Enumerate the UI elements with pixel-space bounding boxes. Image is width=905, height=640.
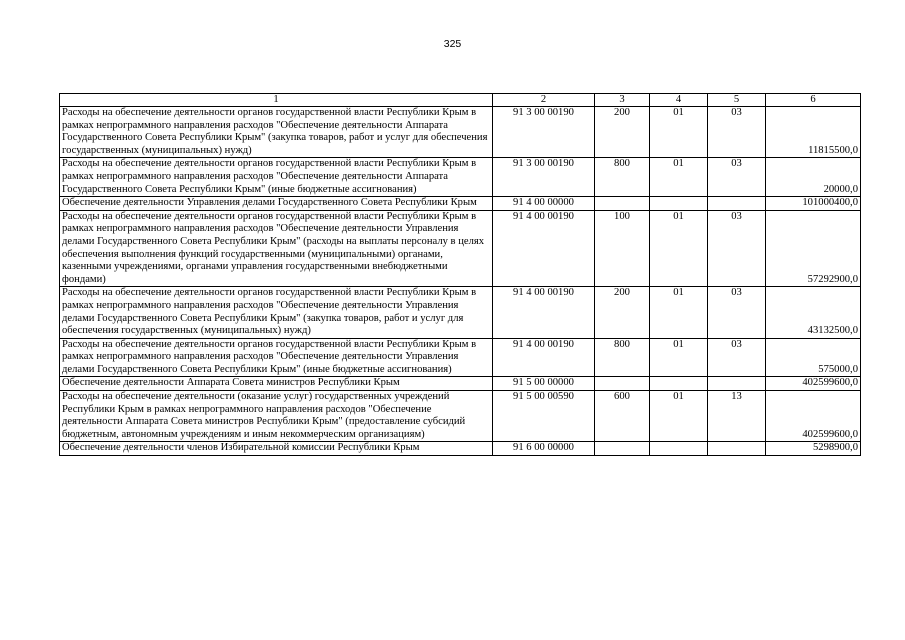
page-number: 325 bbox=[443, 38, 462, 50]
row-amount: 402599600,0 bbox=[766, 377, 861, 391]
header-cell-3: 3 bbox=[595, 94, 650, 107]
table-row bbox=[60, 158, 861, 197]
row-subsection bbox=[708, 197, 766, 211]
row-expense-type: 800 bbox=[595, 158, 650, 197]
row-section: 01 bbox=[650, 158, 708, 197]
row-description: Расходы на обеспечение деятельности органов государственной власти Республики Крым в рамках непрограммного направления расходов "Обеспечение деятельности Аппарата Государственного Совета Республики Крым" (иные бюджетные ассигнования) bbox=[60, 158, 493, 197]
budget-table bbox=[59, 93, 861, 456]
row-target-article: 91 3 00 00190 bbox=[493, 158, 595, 197]
table-row bbox=[60, 287, 861, 338]
row-description: Расходы на обеспечение деятельности органов государственной власти Республики Крым в рамках непрограммного направления расходов "Обеспечение деятельности Управления делами Государственного Совета Республики Крым" (иные бюджетные ассигнования) bbox=[60, 338, 493, 377]
row-amount: 43132500,0 bbox=[766, 287, 861, 338]
row-target-article: 91 5 00 00000 bbox=[493, 377, 595, 391]
row-section: 01 bbox=[650, 210, 708, 287]
header-cell-2: 2 bbox=[493, 94, 595, 107]
row-description: Расходы на обеспечение деятельности органов государственной власти Республики Крым в рамках непрограммного направления расходов "Обеспечение деятельности Управления делами Государственного Совета Республики Крым" (расходы на выплаты персоналу в целях обеспечения выполнения функций государственными (муниципальными) органами, казенными учреждениями, органами управления государственными внебюджетными фондами) bbox=[60, 210, 493, 287]
row-subsection bbox=[708, 377, 766, 391]
row-section: 01 bbox=[650, 107, 708, 158]
row-description: Расходы на обеспечение деятельности (оказание услуг) государственных учреждений Республики Крым в рамках непрограммного направления расходов "Обеспечение деятельности Аппарата Совета министров Республики Крым" (предоставление субсидий бюджетным, автономным учреждениям и иным некоммерческим организациям) bbox=[60, 391, 493, 442]
row-description: Расходы на обеспечение деятельности органов государственной власти Республики Крым в рамках непрограммного направления расходов "Обеспечение деятельности Управления делами Государственного Совета Республики Крым" (закупка товаров, работ и услуг для обеспечения государственных (муниципальных) нужд) bbox=[60, 287, 493, 338]
row-description: Обеспечение деятельности членов Избирательной комиссии Республики Крым bbox=[60, 442, 493, 456]
header-cell-4: 4 bbox=[650, 94, 708, 107]
table-row bbox=[60, 442, 861, 456]
row-description: Обеспечение деятельности Аппарата Совета министров Республики Крым bbox=[60, 377, 493, 391]
row-description: Обеспечение деятельности Управления делами Государственного Совета Республики Крым bbox=[60, 197, 493, 211]
row-section bbox=[650, 197, 708, 211]
row-amount: 20000,0 bbox=[766, 158, 861, 197]
row-amount: 402599600,0 bbox=[766, 391, 861, 442]
row-target-article: 91 6 00 00000 bbox=[493, 442, 595, 456]
table-row bbox=[60, 197, 861, 211]
table-header-row bbox=[60, 94, 861, 107]
row-target-article: 91 4 00 00190 bbox=[493, 210, 595, 287]
row-section: 01 bbox=[650, 391, 708, 442]
row-expense-type bbox=[595, 197, 650, 211]
row-subsection: 03 bbox=[708, 338, 766, 377]
row-expense-type: 800 bbox=[595, 338, 650, 377]
row-section bbox=[650, 377, 708, 391]
row-amount: 57292900,0 bbox=[766, 210, 861, 287]
row-expense-type: 200 bbox=[595, 287, 650, 338]
row-amount: 575000,0 bbox=[766, 338, 861, 377]
row-expense-type: 200 bbox=[595, 107, 650, 158]
row-expense-type: 100 bbox=[595, 210, 650, 287]
row-section: 01 bbox=[650, 287, 708, 338]
table-row bbox=[60, 391, 861, 442]
table-row bbox=[60, 338, 861, 377]
row-expense-type: 600 bbox=[595, 391, 650, 442]
row-expense-type bbox=[595, 377, 650, 391]
row-target-article: 91 4 00 00000 bbox=[493, 197, 595, 211]
table-row bbox=[60, 107, 861, 158]
row-subsection bbox=[708, 442, 766, 456]
row-section bbox=[650, 442, 708, 456]
row-section: 01 bbox=[650, 338, 708, 377]
row-amount: 11815500,0 bbox=[766, 107, 861, 158]
row-amount: 5298900,0 bbox=[766, 442, 861, 456]
row-target-article: 91 5 00 00590 bbox=[493, 391, 595, 442]
row-subsection: 03 bbox=[708, 107, 766, 158]
row-subsection: 03 bbox=[708, 287, 766, 338]
row-target-article: 91 4 00 00190 bbox=[493, 338, 595, 377]
header-cell-6: 6 bbox=[766, 94, 861, 107]
header-cell-5: 5 bbox=[708, 94, 766, 107]
table-row bbox=[60, 210, 861, 287]
row-subsection: 03 bbox=[708, 210, 766, 287]
row-subsection: 03 bbox=[708, 158, 766, 197]
row-target-article: 91 3 00 00190 bbox=[493, 107, 595, 158]
header-cell-1: 1 bbox=[60, 94, 493, 107]
row-amount: 101000400,0 bbox=[766, 197, 861, 211]
budget-table-body bbox=[60, 94, 861, 456]
row-expense-type bbox=[595, 442, 650, 456]
row-description: Расходы на обеспечение деятельности органов государственной власти Республики Крым в рамках непрограммного направления расходов "Обеспечение деятельности Аппарата Государственного Совета Республики Крым" (закупка товаров, работ и услуг для обеспечения государственных (муниципальных) нужд) bbox=[60, 107, 493, 158]
row-subsection: 13 bbox=[708, 391, 766, 442]
table-row bbox=[60, 377, 861, 391]
row-target-article: 91 4 00 00190 bbox=[493, 287, 595, 338]
